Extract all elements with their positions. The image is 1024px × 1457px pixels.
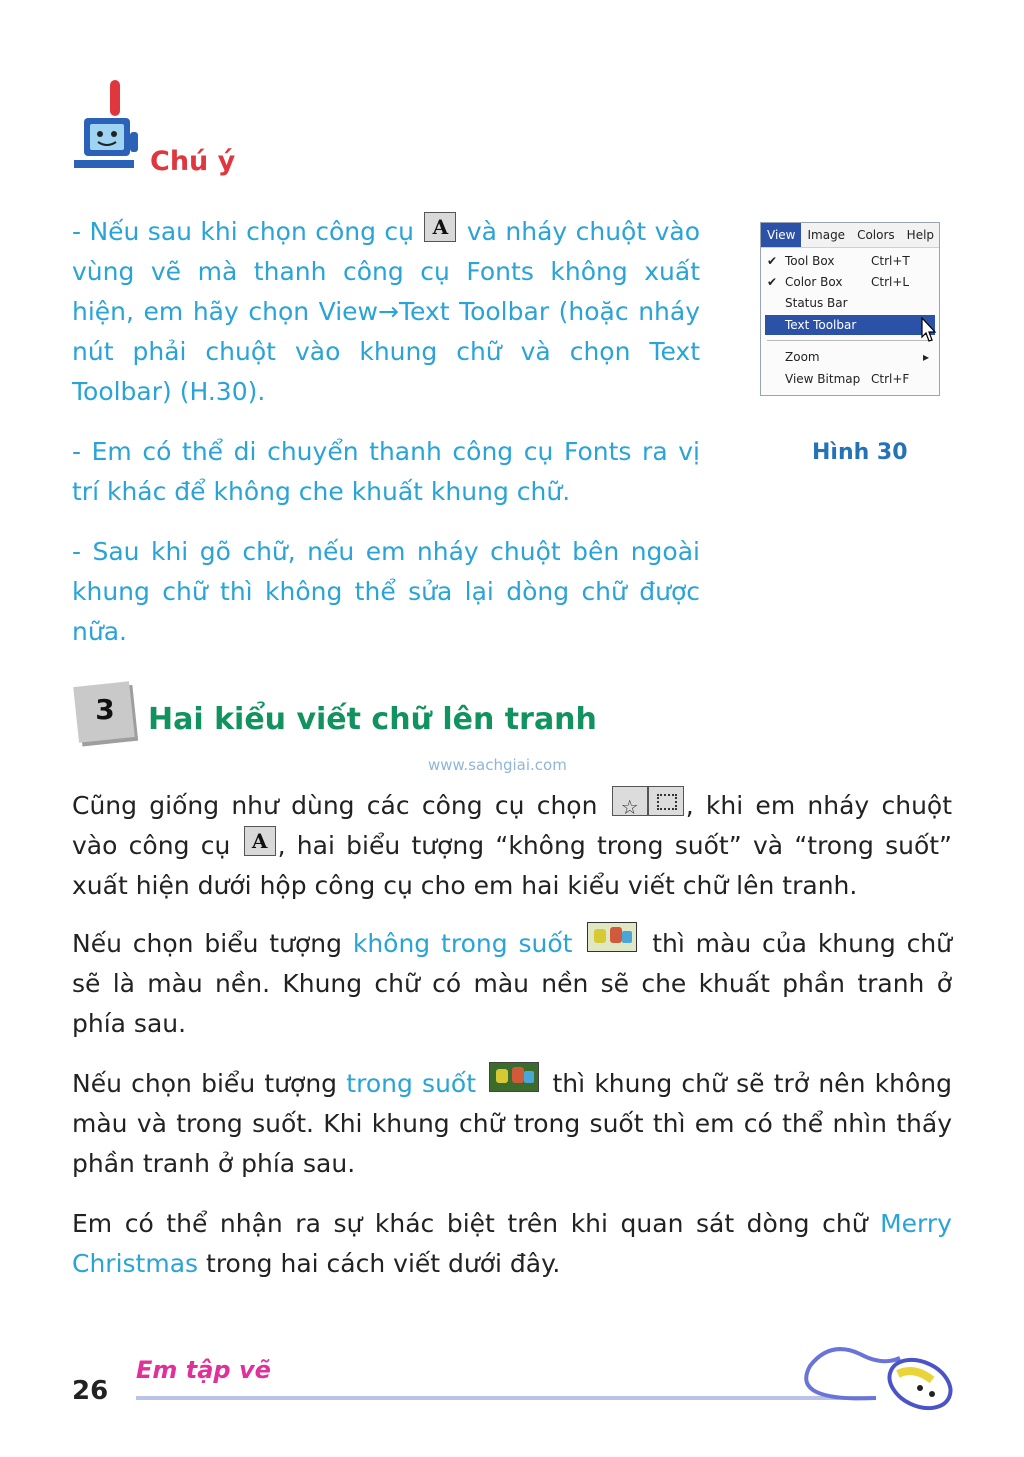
note-p1-end: và nháy chuột vào vùng vẽ mà thanh công cụ Fonts không xuất hiện, em hãy chọn View→Text Toolbar (hoặc nháy nút phải chuột vào khung chữ và chọn Text Toolbar) (H.30).: [72, 217, 700, 406]
menu-item-label: Color Box: [785, 275, 843, 289]
menu-bar-help: Help: [906, 228, 935, 242]
menu-separator: [767, 340, 933, 341]
mouse-mascot-icon: [790, 1336, 960, 1422]
opaque-mode-icon: [587, 922, 637, 952]
mouse-cursor-icon: [921, 317, 937, 343]
menu-item-shortcut: Ctrl+F: [871, 372, 910, 386]
check-icon: ✔: [767, 254, 778, 268]
menu-item-label: Zoom: [785, 350, 820, 364]
body-p3-end: thì khung chữ sẽ trở nên không màu và trong suốt. Khi khung chữ trong suốt thì em có thể nhìn thấy phần tranh ở phía sau.: [72, 1069, 952, 1178]
body-p4-start: Em có thể nhận ra sự khác biệt trên khi quan sát dòng chữ: [72, 1209, 868, 1238]
note-paragraph-3: [72, 532, 700, 652]
menu-item-color-box: [765, 272, 935, 292]
watermark-site: www.sachgiai.com: [428, 756, 567, 774]
footer-line: [136, 1396, 876, 1400]
body-paragraph-2: [72, 924, 952, 1044]
body-paragraph-4: [72, 1204, 952, 1284]
menu-item-label: Status Bar: [785, 296, 848, 310]
menu-item-shortcut: Ctrl+T: [871, 254, 910, 268]
text-tool-icon: A: [244, 826, 276, 856]
body-p1-start: Cũng giống như dùng các công cụ chọn: [72, 791, 598, 820]
note-p3-text: - Sau khi gõ chữ, nếu em nháy chuột bên ngoài khung chữ thì không thể sửa lại dòng chữ được nữa.: [72, 537, 700, 646]
note-title: Chú ý: [150, 146, 236, 177]
merry-christmas-highlight: Merry Christmas: [72, 1209, 952, 1278]
select-tools-icon: [612, 786, 684, 816]
note-paragraph-2: [72, 432, 700, 512]
note-p2-text: - Em có thể di chuyển thanh công cụ Fonts ra vị trí khác để không che khuất khung chữ.: [72, 437, 700, 506]
check-icon: ✔: [767, 275, 778, 289]
body-p2-start: Nếu chọn biểu tượng: [72, 929, 342, 958]
figure-caption: Hình 30: [812, 440, 908, 465]
computer-mascot-icon: [70, 76, 150, 176]
menu-bar-image: Image: [807, 228, 846, 242]
menu-bar: [761, 223, 939, 248]
text-tool-icon: A: [424, 212, 456, 242]
menu-item-label: Tool Box: [785, 254, 835, 268]
book-title: Em tập vẽ: [136, 1356, 271, 1384]
menu-bar-colors: Colors: [857, 228, 895, 242]
menu-item-shortcut: Ctrl+L: [871, 275, 910, 289]
note-p1-start: - Nếu sau khi chọn công cụ: [72, 217, 415, 246]
menu-item-label: View Bitmap: [785, 372, 861, 386]
body-p1-end: , hai biểu tượng “không trong suốt” và “trong suốt” xuất hiện dưới hộp công cụ cho em hai kiểu viết chữ lên tranh.: [72, 831, 953, 900]
menu-item-text-toolbar: [765, 315, 935, 335]
section-title: Hai kiểu viết chữ lên tranh: [148, 702, 597, 737]
transparent-highlight: trong suốt: [346, 1069, 477, 1098]
menu-item-zoom: [765, 347, 935, 367]
menu-item-view-bitmap: [765, 369, 935, 389]
transparent-mode-icon: [489, 1062, 539, 1092]
menu-bar-view: View: [761, 223, 801, 247]
menu-item-tool-box: [765, 251, 935, 271]
section-number: 3: [95, 693, 115, 726]
body-p4-end: trong hai cách viết dưới đây.: [206, 1249, 561, 1278]
free-form-select-icon: [612, 786, 648, 816]
menu-item-status-bar: [765, 293, 935, 313]
body-paragraph-3: [72, 1064, 952, 1184]
menu-item-label: Text Toolbar: [785, 318, 857, 332]
rect-select-icon: [648, 786, 684, 816]
body-p3-start: Nếu chọn biểu tượng: [72, 1069, 338, 1098]
submenu-arrow-icon: ▸: [922, 350, 929, 364]
opaque-highlight: không trong suốt: [352, 929, 573, 958]
body-p2-end: thì màu của khung chữ sẽ là màu nền. Khung chữ có màu nền sẽ che khuất phần tranh ở phía sau.: [72, 929, 953, 1038]
view-menu-figure: [760, 222, 940, 396]
body-paragraph-1: [72, 786, 952, 906]
body-p1-mid: , khi em nháy chuột vào công cụ: [72, 791, 953, 860]
note-paragraph-1: [72, 212, 700, 412]
page-number: 26: [72, 1376, 109, 1406]
